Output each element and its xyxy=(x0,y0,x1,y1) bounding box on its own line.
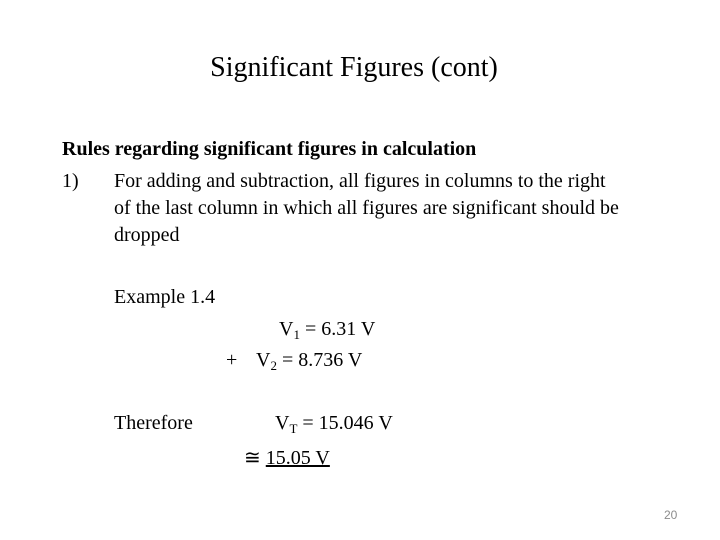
v2-var: V xyxy=(256,349,271,371)
rule-text-line-3: dropped xyxy=(114,224,180,246)
slide-title: Significant Figures (cont) xyxy=(210,52,498,83)
equation-v2 xyxy=(226,349,362,372)
approx-result xyxy=(244,445,330,470)
approx-value: 15.05 V xyxy=(265,447,330,469)
example-label: Example 1.4 xyxy=(114,286,216,308)
equation-vt xyxy=(275,412,393,435)
rules-heading: Rules regarding significant figures in calculation xyxy=(62,138,477,160)
rule-number: 1) xyxy=(62,170,79,192)
equation-v1 xyxy=(279,318,375,341)
v1-var: V xyxy=(279,318,294,340)
rule-text-line-2: of the last column in which all figures are significant should be xyxy=(114,197,619,219)
vt-sub: T xyxy=(289,421,298,436)
approx-symbol: ≅ xyxy=(244,447,261,469)
v2-sub: 2 xyxy=(270,358,277,373)
v2-rhs: = 8.736 V xyxy=(276,349,363,371)
page-number: 20 xyxy=(664,508,678,522)
rule-text-line-1: For adding and subtraction, all figures in columns to the right xyxy=(114,170,606,192)
plus-sign: + xyxy=(226,349,238,371)
v1-sub: 1 xyxy=(293,327,300,342)
vt-var: V xyxy=(275,412,290,434)
vt-rhs: = 15.046 V xyxy=(297,412,393,434)
v1-rhs: = 6.31 V xyxy=(299,318,376,340)
therefore-label: Therefore xyxy=(114,412,193,434)
